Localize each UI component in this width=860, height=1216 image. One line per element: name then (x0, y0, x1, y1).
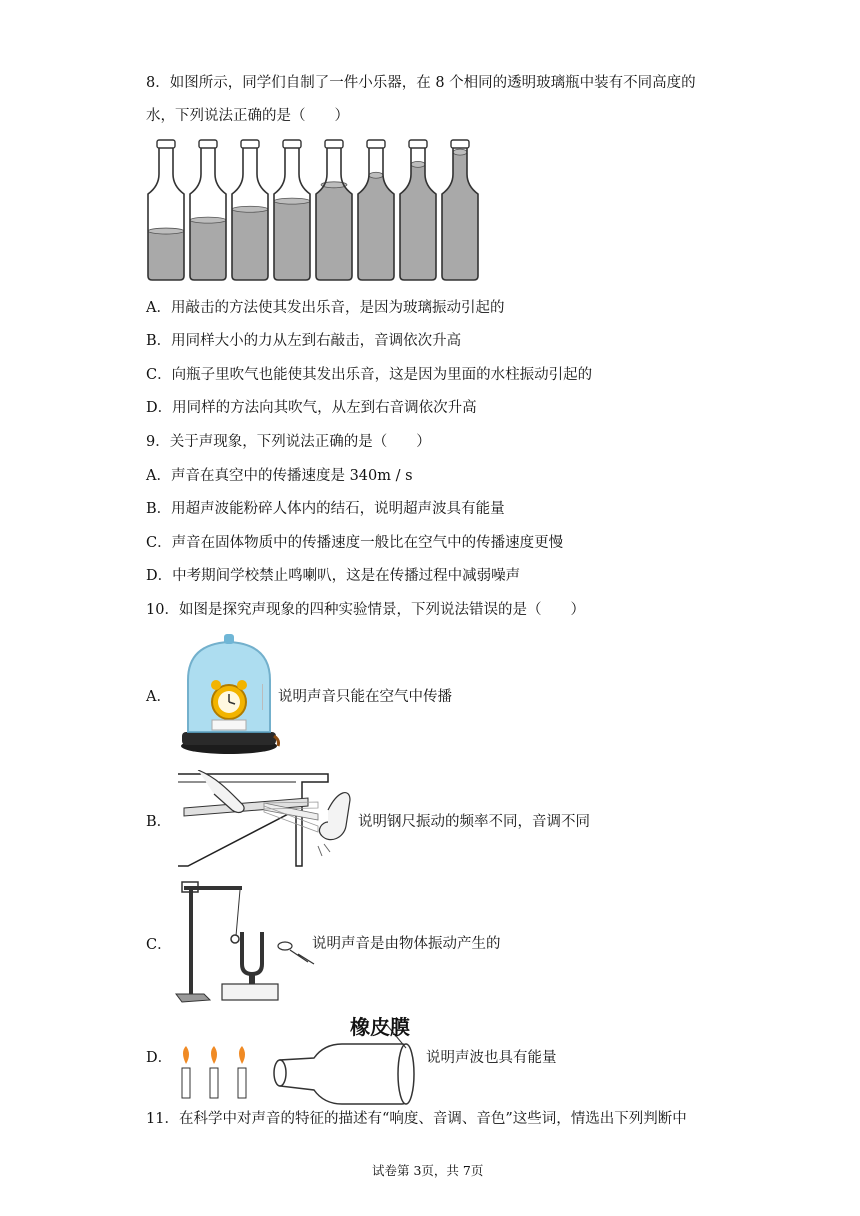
q9-option-a: A．声音在真空中的传播速度是 340m / s (146, 468, 413, 484)
q9-option-c: C．声音在固体物质中的传播速度一般比在空气中的传播速度更慢 (146, 535, 564, 551)
bottle-lip (451, 140, 469, 148)
bottle-water (274, 201, 310, 280)
tuning-fork-figure (170, 878, 320, 1008)
q10-option-b-caption: 说明钢尺振动的频率不同，音调不同 (358, 814, 590, 830)
divider (262, 684, 263, 710)
water-surface (369, 172, 383, 178)
q9-option-b: B．用超声波能粉碎人体内的结石，说明超声波具有能量 (146, 501, 505, 517)
bottle-lip (409, 140, 427, 148)
water-surface (453, 149, 467, 155)
bell-jar-figure (178, 632, 280, 756)
q11-stem: 11．在科学中对声音的特征的描述有“响度、音调、音色”这些词，情选出下列判断中 (146, 1111, 687, 1127)
q10-option-d-label: D． (146, 1050, 173, 1066)
bottles-figure (144, 134, 480, 284)
candles-figure (172, 1044, 272, 1104)
bottle-lip (367, 140, 385, 148)
bottle-membrane-figure (262, 1014, 424, 1106)
q8-stem-line2: 水，下列说法正确的是（ ） (146, 108, 349, 124)
q10-option-d-caption: 说明声波也具有能量 (426, 1050, 557, 1066)
bottle-7 (400, 140, 436, 280)
bottle-lip (283, 140, 301, 148)
bottle-water (400, 164, 436, 280)
candle-2 (210, 1046, 218, 1098)
q10-option-c-caption: 说明声音是由物体振动产生的 (312, 936, 501, 952)
bottle-8 (442, 140, 478, 280)
water-surface (411, 161, 425, 167)
bottle-lip (325, 140, 343, 148)
q10-option-a-label: A． (146, 689, 171, 705)
bottle-water (316, 185, 352, 280)
q10-option-a-caption: 说明声音只能在空气中传播 (278, 689, 452, 705)
membrane-label: 橡皮膜 (350, 1015, 410, 1039)
bottle-water (190, 220, 226, 280)
bottle-lip (199, 140, 217, 148)
water-surface (274, 198, 310, 204)
candle-3 (238, 1046, 246, 1098)
bottle-6 (358, 140, 394, 280)
bottle-water (442, 152, 478, 280)
q8-stem-line1: 8．如图所示，同学们自制了一件小乐器，在 8 个相同的透明玻璃瓶中装有不同高度的 (146, 75, 696, 91)
q8-option-d: D．用同样的方法向其吹气，从左到右音调依次升高 (146, 400, 477, 416)
bottle-3 (232, 140, 268, 280)
page-footer: 试卷第 3页，共 7页 (372, 1163, 484, 1178)
bottle-lip (241, 140, 259, 148)
q10-option-b-label: B． (146, 814, 172, 830)
water-surface (148, 228, 184, 234)
candle-1 (182, 1046, 190, 1098)
bottle-5 (316, 140, 352, 280)
bottle-lip (157, 140, 175, 148)
bottle-water (148, 231, 184, 280)
q8-option-a: A．用敲击的方法使其发出乐音，是因为玻璃振动引起的 (146, 300, 505, 316)
bottle-2 (190, 140, 226, 280)
q10-stem: 10．如图是探究声现象的四种实验情景，下列说法错误的是（ ） (146, 602, 585, 618)
q9-option-d: D．中考期间学校禁止鸣喇叭，这是在传播过程中减弱噪声 (146, 568, 521, 584)
q9-stem: 9．关于声现象，下列说法正确的是（ ） (146, 434, 431, 450)
bottle-4 (274, 140, 310, 280)
bottle-water (232, 209, 268, 280)
bottle-water (358, 175, 394, 280)
ruler-table-figure (178, 770, 364, 868)
water-surface (190, 217, 226, 223)
bottle-1 (148, 140, 184, 280)
q10-option-c-label: C． (146, 937, 172, 953)
water-surface (232, 206, 268, 212)
q8-option-b: B．用同样大小的力从左到右敲击，音调依次升高 (146, 333, 462, 349)
q8-option-c: C．向瓶子里吹气也能使其发出乐音，这是因为里面的水柱振动引起的 (146, 367, 593, 383)
